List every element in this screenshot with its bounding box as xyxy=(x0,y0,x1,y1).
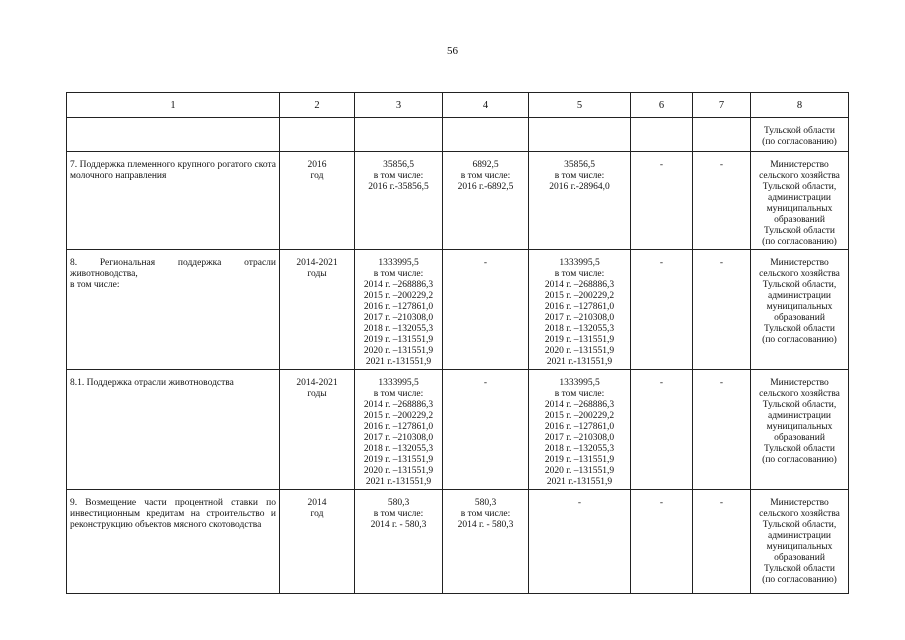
period-cell: 2014-2021 годы xyxy=(280,370,355,490)
dash-cell: - xyxy=(631,490,693,594)
responsible-cell: Министерство сельского хозяйства Тульской области, администрации муниципальных образований Тульской области (по согласованию) xyxy=(751,490,849,594)
funding-cell-col3: 1333995,5 в том числе: 2014 г. –268886,3 2015 г. –200229,2 2016 г. –127861,0 2017 г. –210308,0 2018 г. –132055,3 2019 г. –131551,9 2020 г. –131551,9 2021 г.-131551,9 xyxy=(355,370,443,490)
header-cell: 5 xyxy=(529,93,631,118)
header-cell: 7 xyxy=(693,93,751,118)
table-row xyxy=(67,370,849,490)
table-row xyxy=(67,250,849,370)
period-cell: 2014 год xyxy=(280,490,355,594)
continuation-row xyxy=(67,118,849,152)
period-cell: 2016 год xyxy=(280,152,355,250)
header-cell: 4 xyxy=(443,93,529,118)
funding-cell-col4: 580,3 в том числе: 2014 г. - 580,3 xyxy=(443,490,529,594)
header-cell: 6 xyxy=(631,93,693,118)
table-row xyxy=(67,490,849,594)
dash-cell: - xyxy=(529,490,631,594)
dash-cell: - xyxy=(631,250,693,370)
table-header-row xyxy=(67,93,849,118)
header-cell: 8 xyxy=(751,93,849,118)
dash-cell: - xyxy=(693,490,751,594)
responsible-cell: Тульской области (по согласованию) xyxy=(751,118,849,152)
activity-name: 7. Поддержка племенного крупного рогатого скота молочного направления xyxy=(67,152,280,250)
activity-name: 8. Региональная поддержка отрасли животноводства, в том числе: xyxy=(67,250,280,370)
funding-cell-col5: 1333995,5 в том числе: 2014 г. –268886,3 2015 г. –200229,2 2016 г. –127861,0 2017 г. –210308,0 2018 г. –132055,3 2019 г. –131551,9 2020 г. –131551,9 2021 г.-131551,9 xyxy=(529,370,631,490)
header-cell: 1 xyxy=(67,93,280,118)
program-table xyxy=(66,92,849,594)
table-row xyxy=(67,152,849,250)
responsible-cell: Министерство сельского хозяйства Тульской области, администрации муниципальных образований Тульской области (по согласованию) xyxy=(751,152,849,250)
activity-name: 9. Возмещение части процентной ставки по инвестиционным кредитам на строительство и реконструкцию объектов мясного скотоводства xyxy=(67,490,280,594)
dash-cell: - xyxy=(693,152,751,250)
activity-name: 8.1. Поддержка отрасли животноводства xyxy=(67,370,280,490)
dash-cell: - xyxy=(443,250,529,370)
dash-cell: - xyxy=(631,152,693,250)
funding-cell-col3: 580,3 в том числе: 2014 г. - 580,3 xyxy=(355,490,443,594)
dash-cell: - xyxy=(693,250,751,370)
funding-cell-col3: 1333995,5 в том числе: 2014 г. –268886,3 2015 г. –200229,2 2016 г. –127861,0 2017 г. –210308,0 2018 г. –132055,3 2019 г. –131551,9 2020 г. –131551,9 2021 г.-131551,9 xyxy=(355,250,443,370)
responsible-cell: Министерство сельского хозяйства Тульской области, администрации муниципальных образований Тульской области (по согласованию) xyxy=(751,370,849,490)
dash-cell: - xyxy=(693,370,751,490)
dash-cell: - xyxy=(443,370,529,490)
page-number: 56 xyxy=(447,45,458,57)
funding-cell-col5: 1333995,5 в том числе: 2014 г. –268886,3 2015 г. –200229,2 2016 г. –127861,0 2017 г. –210308,0 2018 г. –132055,3 2019 г. –131551,9 2020 г. –131551,9 2021 г.-131551,9 xyxy=(529,250,631,370)
header-cell: 3 xyxy=(355,93,443,118)
responsible-cell: Министерство сельского хозяйства Тульской области, администрации муниципальных образований Тульской области (по согласованию) xyxy=(751,250,849,370)
funding-cell-col3: 35856,5 в том числе: 2016 г.-35856,5 xyxy=(355,152,443,250)
dash-cell: - xyxy=(631,370,693,490)
header-cell: 2 xyxy=(280,93,355,118)
funding-cell-col4: 6892,5 в том числе: 2016 г.-6892,5 xyxy=(443,152,529,250)
period-cell: 2014-2021 годы xyxy=(280,250,355,370)
funding-cell-col5: 35856,5 в том числе: 2016 г.-28964,0 xyxy=(529,152,631,250)
